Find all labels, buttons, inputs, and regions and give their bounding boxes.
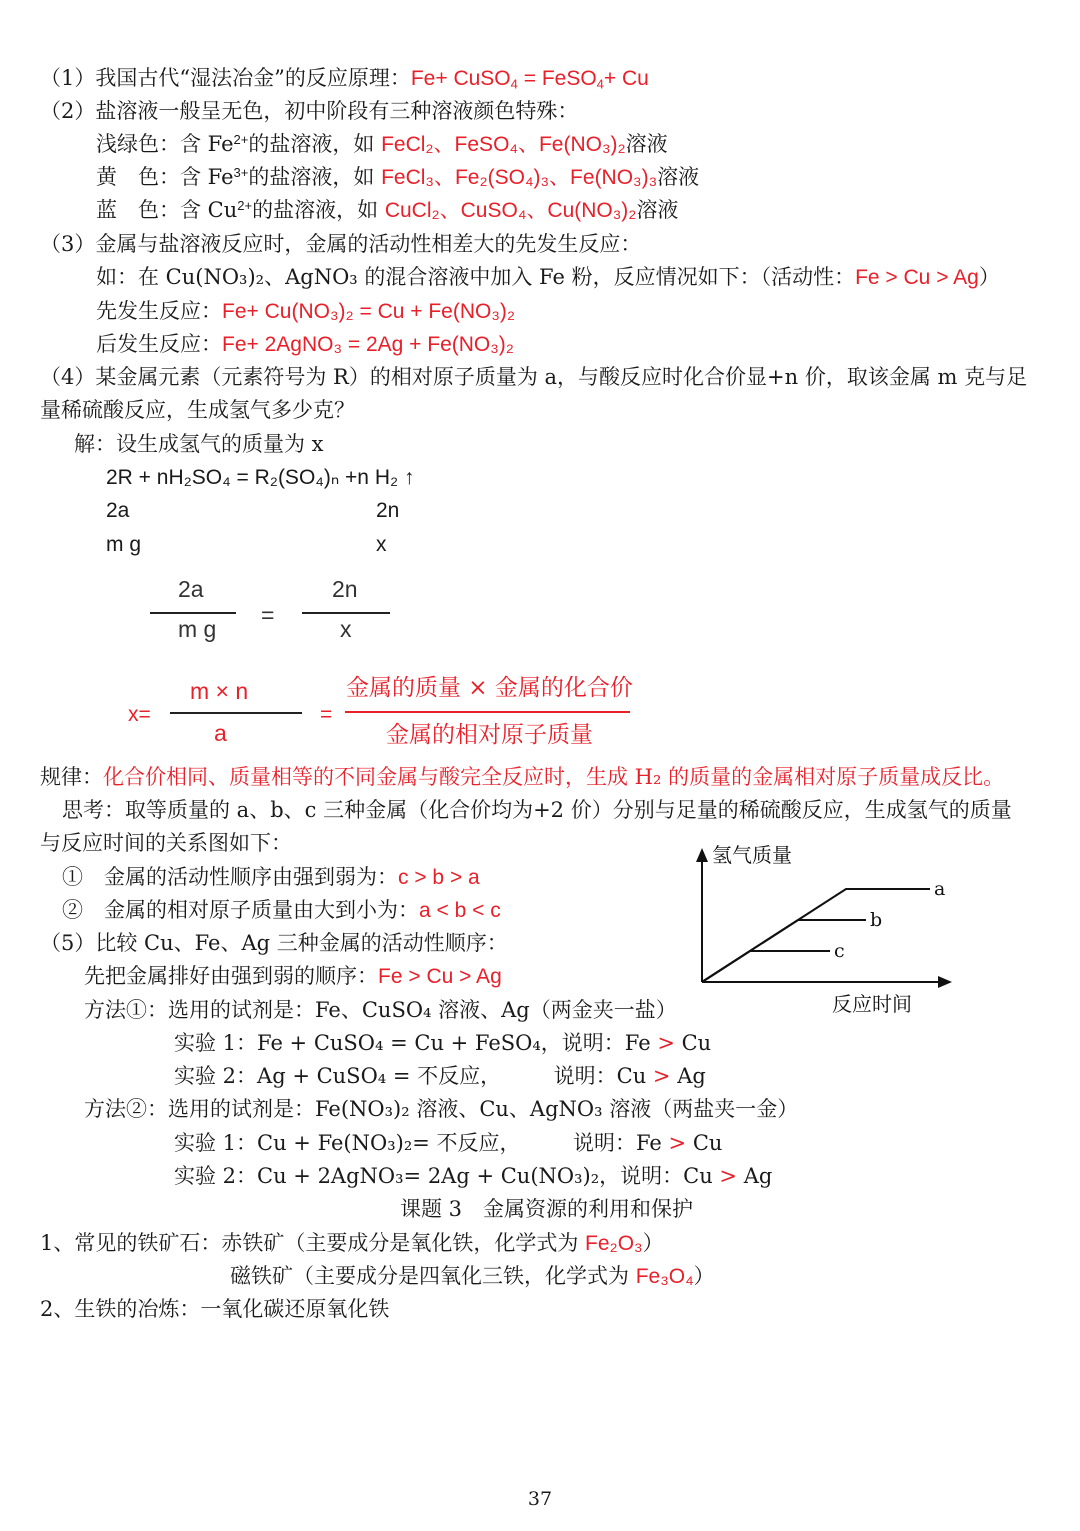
fraction-1-numerator: 2a xyxy=(178,576,204,602)
fraction-2-denominator: x xyxy=(340,616,352,642)
fraction-4-denominator: 金属的相对原子质量 xyxy=(386,722,593,748)
item-1-equation: Fe+ CuSO$_4$ = FeSO$_4$+ Cu xyxy=(410,67,649,92)
fraction-4-numerator: 金属的质量 × 金属的化合价 xyxy=(346,675,633,701)
item-4-question: （4）某金属元素（元素符号为 R）的相对原子质量为 a，与酸反应时化合价显+n 价，取该金属 m 克与足 xyxy=(40,365,1028,389)
method-2-exp-2: 实验 2：Cu + 2AgNO₃= 2Ag + Cu(NO₃)₂，说明：Cu > Ag xyxy=(174,1164,773,1188)
item-3: （3）金属与盐溶液反应时，金属的活动性相差大的先发生反应： xyxy=(40,232,642,256)
color-yellow: 黄 色：含 $Fe^{3+}$的盐溶液，如 FeCl₃、Fe₂(SO₄)₃、Fe(NO₃)₃溶液 xyxy=(96,164,700,189)
item-3-second-reaction: 后发生反应：Fe+ 2AgNO₃ = 2Ag + Fe(NO₃)₂ xyxy=(96,332,514,356)
series-label-a: a xyxy=(934,878,946,900)
x-label: x= xyxy=(128,703,151,726)
fraction-3-bar xyxy=(170,712,302,714)
item-1-text: （1）我国古代“湿法冶金”的反应原理： xyxy=(40,66,411,90)
answer-1: ① 金属的活动性顺序由强到弱为：c > b > a xyxy=(62,865,480,889)
think-question: 思考：取等质量的 a、b、c 三种金属（化合价均为+2 价）分别与足量的稀硫酸反应，生成氢气的质量 xyxy=(62,798,1012,822)
ratio-2a: 2a xyxy=(106,499,130,522)
equals-sign-2: = xyxy=(320,703,333,726)
method-1-exp-2: 实验 2：Ag + CuSO₄ = 不反应， 说明：Cu > Ag xyxy=(174,1064,706,1088)
think-question-cont: 与反应时间的关系图如下： xyxy=(40,831,292,855)
series-label-c: c xyxy=(834,940,845,962)
x-axis-arrow xyxy=(938,976,952,988)
method-2: 方法②：选用的试剂是：Fe(NO₃)₂ 溶液、Cu、AgNO₃ 溶液（两盐夹一金） xyxy=(84,1097,799,1121)
pig-iron-smelting: 2、生铁的冶炼：一氧化碳还原氧化铁 xyxy=(40,1297,390,1321)
iron-ore-2: 磁铁矿（主要成分是四氧化三铁，化学式为 Fe₃O₄） xyxy=(230,1264,715,1288)
fraction-1-denominator: m g xyxy=(178,616,217,642)
solution-intro: 解：设生成氢气的质量为 x xyxy=(74,432,324,456)
rule: 规律：化合价相同、质量相等的不同金属与酸完全反应时，生成 H₂ 的质量的金属相对原子质量成反比。 xyxy=(40,765,1005,789)
topic-heading: 课题 3 金属资源的利用和保护 xyxy=(400,1197,694,1221)
ratio-2n: 2n xyxy=(376,499,400,522)
item-3-example: 如：在 Cu(NO₃)₂、AgNO₃ 的混合溶液中加入 Fe 粉，反应情况如下：（活动性：Fe > Cu > Ag） xyxy=(96,265,1000,289)
item-4-question-cont: 量稀硫酸反应，生成氢气多少克？ xyxy=(40,398,355,422)
fraction-3-numerator: m × n xyxy=(190,678,249,704)
color-blue: 蓝 色：含 $Cu^{2+}$的盐溶液，如 CuCl₂、CuSO₄、Cu(NO₃)₂溶液 xyxy=(96,197,679,222)
item-5: （5）比较 Cu、Fe、Ag 三种金属的活动性顺序： xyxy=(40,931,508,955)
series-line-a xyxy=(702,889,930,982)
fraction-3-denominator: a xyxy=(214,720,227,746)
x-axis-label: 反应时间 xyxy=(832,992,912,1016)
item-2: （2）盐溶液一般呈无色，初中阶段有三种溶液颜色特殊： xyxy=(40,99,579,123)
iron-ore-1: 1、常见的铁矿石：赤铁矿（主要成分是氧化铁，化学式为 Fe₂O₃） xyxy=(40,1231,664,1255)
page-number: 37 xyxy=(527,1488,553,1510)
method-1-exp-1: 实验 1：Fe + CuSO₄ = Cu + FeSO₄，说明：Fe > Cu xyxy=(174,1031,712,1055)
ratio-mg: m g xyxy=(106,533,142,556)
fraction-2-numerator: 2n xyxy=(332,576,358,602)
hydrogen-mass-chart xyxy=(680,836,970,1026)
method-2-exp-1: 实验 1：Cu + Fe(NO₃)₂= 不反应， 说明：Fe > Cu xyxy=(174,1131,723,1155)
answer-2: ② 金属的相对原子质量由大到小为：a < b < c xyxy=(62,898,501,922)
method-1: 方法①：选用的试剂是：Fe、CuSO₄ 溶液、Ag（两金夹一盐） xyxy=(84,998,677,1022)
item-3-first-reaction: 先发生反应：Fe+ Cu(NO₃)₂ = Cu + Fe(NO₃)₂ xyxy=(96,299,516,323)
y-axis-label: 氢气质量 xyxy=(712,843,792,867)
item-1 xyxy=(40,63,649,94)
color-light-green: 浅绿色：含 $Fe^{2+}$的盐溶液，如 FeCl₂、FeSO₄、Fe(NO₃)₂溶液 xyxy=(96,131,668,156)
equals-sign: = xyxy=(261,602,275,628)
y-axis-arrow xyxy=(696,848,708,862)
ratio-x: x xyxy=(376,533,387,556)
series-label-b: b xyxy=(870,909,883,931)
reaction-equation: 2R + nH₂SO₄ = R₂(SO₄)ₙ +n H₂ ↑ xyxy=(106,466,415,489)
series-line-c xyxy=(702,951,830,982)
fraction-4-bar xyxy=(345,711,630,713)
item-5-order: 先把金属排好由强到弱的顺序：Fe > Cu > Ag xyxy=(84,964,502,988)
